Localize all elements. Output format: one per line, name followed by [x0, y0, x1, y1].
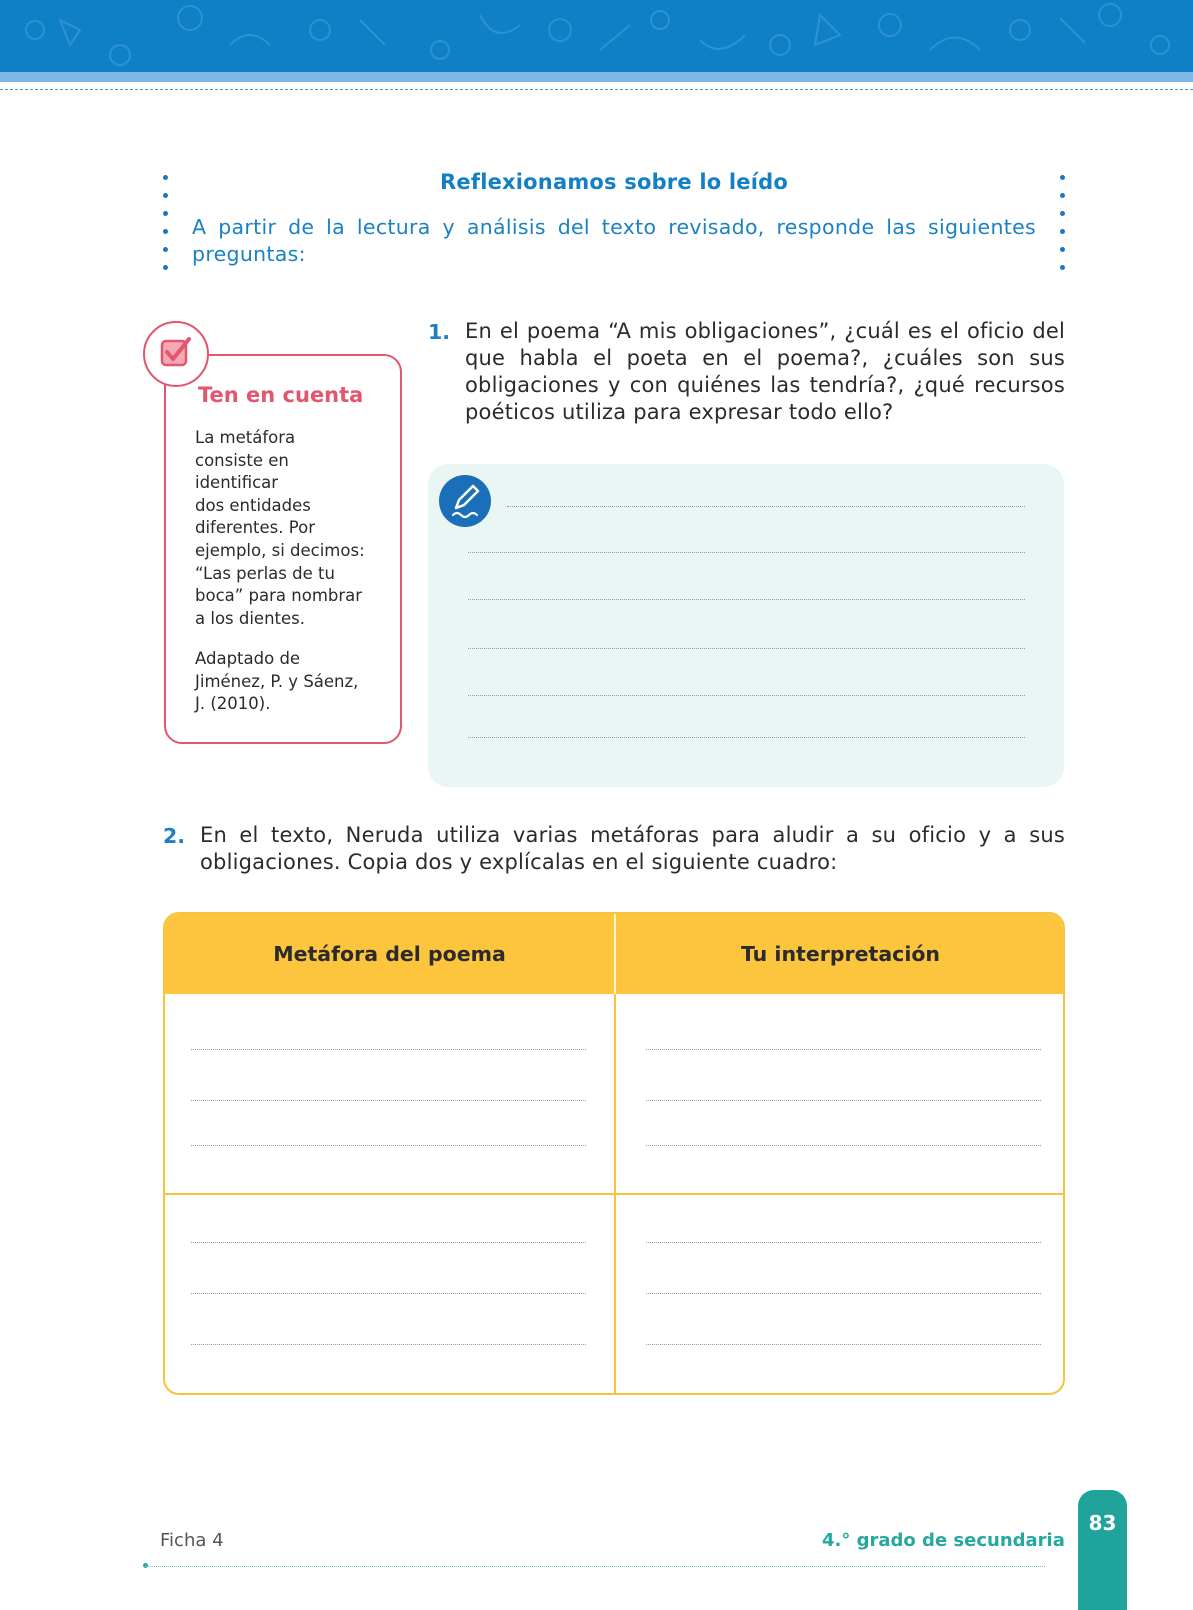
pencil-badge [439, 475, 491, 527]
table-header-metaphor: Metáfora del poema [273, 942, 506, 966]
table-answer-line[interactable] [646, 1344, 1041, 1345]
table-answer-line[interactable] [191, 1049, 586, 1050]
question-1-text: En el poema “A mis obligaciones”, ¿cuál es el oficio del que habla el poeta en el poema?, ¿cuáles son sus obligaciones y con quiénes las tendría?, ¿qué recursos poéticos utiliza para expresar todo ello? [465, 319, 1065, 424]
answer-line[interactable] [507, 506, 1025, 507]
table-answer-line[interactable] [191, 1242, 586, 1243]
header-banner [0, 0, 1193, 72]
header-strip [0, 72, 1193, 82]
header-divider [614, 914, 616, 994]
page-number: 83 [1088, 1511, 1117, 1535]
tip-source: Adaptado de Jiménez, P. y Sáenz, J. (2010). [195, 649, 359, 714]
question-2-number: 2. [163, 824, 186, 848]
table-answer-line[interactable] [191, 1100, 586, 1101]
table-answer-line[interactable] [191, 1344, 586, 1345]
answer-line[interactable] [468, 737, 1025, 738]
answer-line[interactable] [468, 552, 1025, 553]
tip-badge [143, 321, 209, 387]
answer-line[interactable] [468, 695, 1025, 696]
question-2-text: En el texto, Neruda utiliza varias metáforas para aludir a su oficio y a sus obligaciones. Copia dos y explícalas en el siguiente cuadro: [200, 823, 1065, 874]
answer-line[interactable] [468, 648, 1025, 649]
table-answer-line[interactable] [646, 1145, 1041, 1146]
section-intro: A partir de la lectura y análisis del texto revisado, responde las siguientes preguntas: [192, 215, 1036, 266]
column-divider [614, 994, 616, 1395]
table-header-interpretation: Tu interpretación [740, 942, 941, 966]
metaphor-table [163, 912, 1065, 1395]
table-answer-line[interactable] [191, 1293, 586, 1294]
table-answer-line[interactable] [646, 1049, 1041, 1050]
tip-title: Ten en cuenta [198, 383, 364, 407]
footer-grade: 4.° grado de secundaria [822, 1530, 1065, 1551]
question-1-number: 1. [428, 320, 451, 344]
row-divider [165, 1193, 1063, 1195]
section-title: Reflexionamos sobre lo leído [440, 170, 788, 194]
footer-line [145, 1566, 1045, 1567]
answer-box-question-1[interactable] [428, 464, 1064, 787]
checkbox-icon [145, 323, 207, 385]
answer-line[interactable] [468, 599, 1025, 600]
table-answer-line[interactable] [191, 1145, 586, 1146]
table-answer-line[interactable] [646, 1242, 1041, 1243]
page-tab [1078, 1490, 1127, 1610]
pencil-icon [439, 475, 491, 527]
header-divider [0, 89, 1193, 90]
footer-worksheet: Ficha 4 [160, 1530, 224, 1551]
header-doodles [0, 0, 1193, 72]
tip-body: La metáfora consiste en identificar dos entidades diferentes. Por ejemplo, si decimos: “Las perlas de tu boca” para nombrar a los dientes. [195, 428, 365, 628]
table-answer-line[interactable] [646, 1100, 1041, 1101]
table-answer-line[interactable] [646, 1293, 1041, 1294]
